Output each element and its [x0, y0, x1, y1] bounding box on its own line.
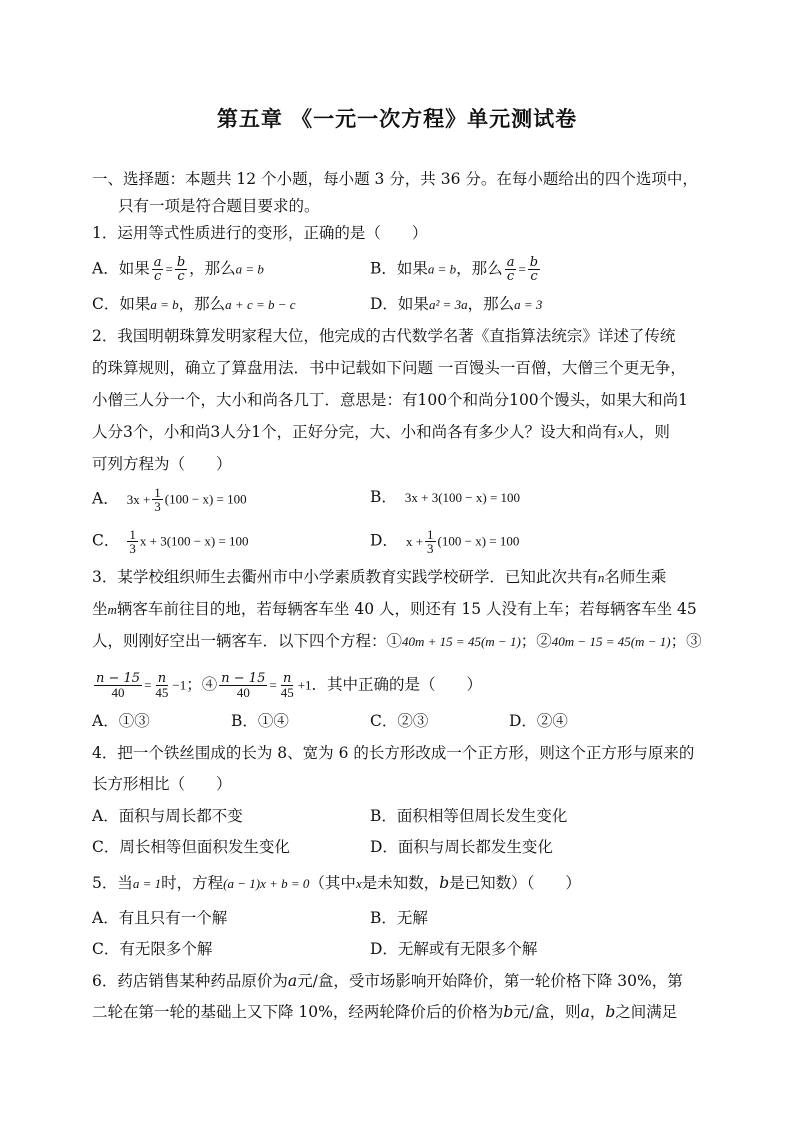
- q2-option-a[interactable]: A． 3x + $\frac{1}{3}$ (100 − x) = 100: [92, 485, 247, 514]
- section-heading: 一、选择题：本题共 12 个小题，每小题 3 分，共 36 分。在每小题给出的四个选项中，: [92, 170, 698, 188]
- fraction: $\frac{1}{3}$: [129, 527, 136, 556]
- q2-line-5: 可列方程为（ ）: [92, 455, 232, 473]
- page-title: 第五章 《一元一次方程》单元测试卷: [216, 106, 578, 131]
- q6-line-2: 二轮在第一轮的基础上又下降 10%，经两轮降价后的价格为b元/盒，则a，b之间满足: [92, 1003, 678, 1021]
- q3-line-2: 坐m辆客车前往目的地，若每辆客车坐 40 人，则还有 15 人没有上车；若每辆客车坐 45: [92, 600, 697, 618]
- q2-line-1: 2．我国明朝珠算发明家程大位，他完成的古代数学名著《直指算法统宗》详述了传统: [92, 327, 676, 345]
- q5-option-b[interactable]: B．无解: [370, 909, 428, 927]
- q2-line-4: 人分3个，小和尚3人分1个，正好分完，大、小和尚各有多少人？设大和尚有x人，则: [92, 423, 670, 441]
- q4-option-b[interactable]: B．面积相等但周长发生变化: [370, 807, 568, 825]
- q2-option-d[interactable]: D． x + $\frac{1}{3}$ (100 − x) = 100: [370, 527, 520, 556]
- fraction: $\frac{a}{c}$: [506, 255, 515, 284]
- q3-option-c[interactable]: C．②③: [370, 712, 429, 730]
- q1-option-c[interactable]: C．如果a = b，那么a + c = b − c: [92, 295, 296, 313]
- q3-option-a[interactable]: A．①③: [92, 712, 150, 730]
- q2-option-c[interactable]: C． $\frac{1}{3}$ x + 3(100 − x) = 100: [92, 527, 249, 556]
- q3-line-1: 3．某学校组织师生去衢州市中小学素质教育实践学校研学．已知此次共有n名师生乘: [92, 568, 667, 586]
- fraction: $\frac{a}{c}$: [153, 255, 162, 284]
- q4-option-a[interactable]: A．面积与周长都不变: [92, 807, 243, 825]
- fraction: $\frac{n}{45}$: [155, 671, 169, 700]
- q3-option-d[interactable]: D．②④: [509, 712, 568, 730]
- fraction: $\frac{n - 15}{40}$: [221, 671, 266, 700]
- q2-line-2: 的珠算规则，确立了算盘用法．书中记载如下问题 一百馒头一百僧，大僧三个更无争，: [92, 359, 686, 377]
- fraction: $\frac{n - 15}{40}$: [96, 671, 141, 700]
- section-heading-cont: 只有一项是符合题目要求的。: [118, 197, 320, 215]
- q5-stem: 5．当a = 1时，方程(a − 1)x + b = 0（其中x是未知数，b是已知数）（ ）: [92, 874, 581, 892]
- q4-option-d[interactable]: D．面积与周长都发生变化: [370, 838, 553, 856]
- q1-stem: 1．运用等式性质进行的变形，正确的是（ ）: [92, 224, 428, 242]
- q1-option-d[interactable]: D．如果a² = 3a，那么a = 3: [370, 295, 543, 313]
- fraction: $\frac{n}{45}$: [280, 671, 294, 700]
- q4-option-c[interactable]: C．周长相等但面积发生变化: [92, 838, 290, 856]
- q1-option-a[interactable]: A．如果 $\frac{a}{c}$ = $\frac{b}{c}$ ，那么a = b: [92, 255, 264, 284]
- q2-option-b[interactable]: B． 3x + 3(100 − x) = 100: [370, 488, 521, 506]
- q4-line-1: 4．把一个铁丝围成的长为 8、宽为 6 的长方形改成一个正方形，则这个正方形与原来的: [92, 744, 695, 762]
- q5-option-d[interactable]: D．无解或有无限多个解: [370, 940, 538, 958]
- q2-line-3: 小僧三人分一个，大小和尚各几丁．意思是：有100个和尚分100个馒头，如果大和尚1: [92, 391, 689, 409]
- q4-line-2: 长方形相比（ ）: [92, 775, 232, 793]
- q1-option-b[interactable]: B．如果a = b，那么 $\frac{a}{c}$ = $\frac{b}{c}$: [370, 255, 539, 284]
- fraction: $\frac{b}{c}$: [529, 255, 539, 284]
- q3-line-3: 人，则刚好空出一辆客车．以下四个方程：①40m + 15 = 45(m − 1)；②40m − 15 = 45(m − 1)；③: [92, 632, 702, 650]
- q3-option-b[interactable]: B．①④: [231, 712, 289, 730]
- q5-option-a[interactable]: A．有且只有一个解: [92, 909, 228, 927]
- fraction: $\frac{1}{3}$: [427, 527, 434, 556]
- fraction: $\frac{1}{3}$: [154, 485, 161, 514]
- q5-option-c[interactable]: C．有无限多个解: [92, 940, 213, 958]
- q6-line-1: 6．药店销售某种药品原价为a元/盒，受市场影响开始降价，第一轮价格下降 30%，第: [92, 972, 683, 990]
- q3-line-4: $\frac{n - 15}{40}$ = $\frac{n}{45}$ −1；④ $\frac{n - 15}{40}$ = $\frac{n}{45}$ +1．其中正确的是（ ）: [96, 671, 483, 700]
- fraction: $\frac{b}{c}$: [176, 255, 186, 284]
